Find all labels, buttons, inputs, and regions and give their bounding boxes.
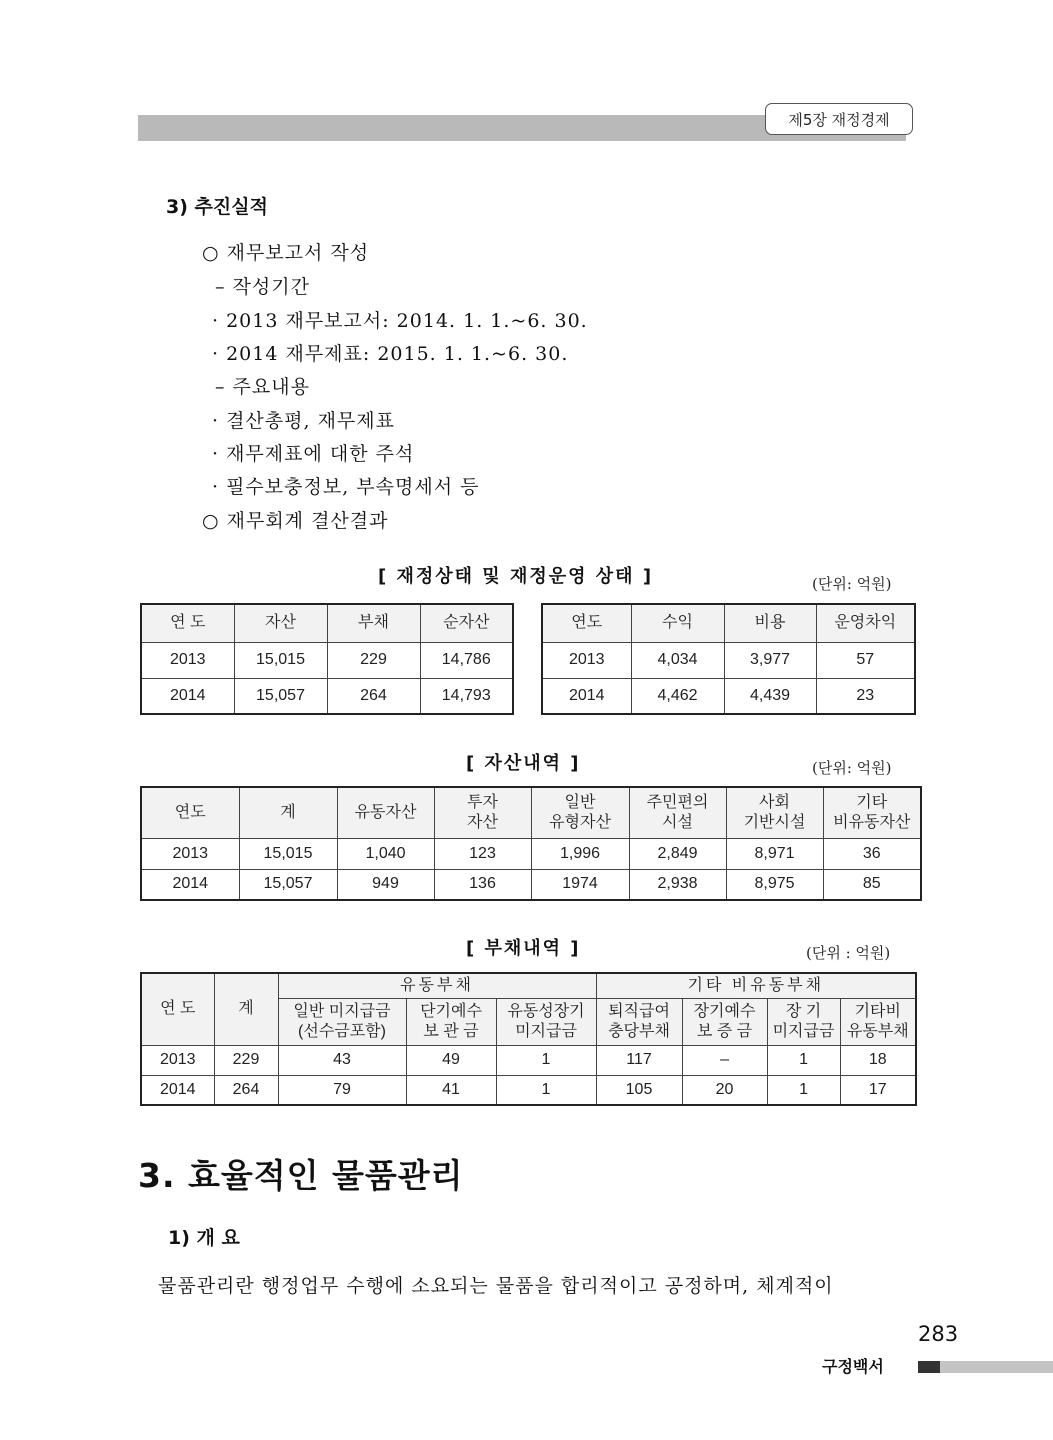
group-header-noncurrent: 기타 비유동부채 xyxy=(596,973,916,998)
table-header-cell: 연 도 xyxy=(141,604,234,642)
table-header-cell: 자산 xyxy=(234,604,327,642)
table-cell: 2014 xyxy=(141,678,234,714)
table-header-cell: 장기예수 보 증 금 xyxy=(682,998,767,1045)
table-cell: 18 xyxy=(840,1045,916,1075)
table-header-cell: 투자 자산 xyxy=(434,787,531,838)
table-cell: 2,849 xyxy=(629,838,726,869)
table-header-cell: 일반 미지급금 (선수금포함) xyxy=(278,998,406,1045)
dash-line: – 작성기간 xyxy=(215,276,310,298)
table-header-cell: 유동자산 xyxy=(337,787,434,838)
dot-line: · 2014 재무제표: 2015. 1. 1.~6. 30. xyxy=(212,343,569,365)
table-cell: 229 xyxy=(214,1045,278,1075)
dot-line: · 필수보충정보, 부속명세서 등 xyxy=(212,476,480,498)
asset-detail-table xyxy=(140,786,922,901)
table-cell: 1,996 xyxy=(531,838,629,869)
table-cell: 1 xyxy=(767,1045,840,1075)
table-cell: 117 xyxy=(596,1045,682,1075)
table-header-cell: 기타 비유동자산 xyxy=(823,787,921,838)
table-header-cell: 장 기 미지급금 xyxy=(767,998,840,1045)
table-cell: 49 xyxy=(406,1045,496,1075)
table-cell: 41 xyxy=(406,1075,496,1105)
subsection-title: 3) 추진실적 xyxy=(166,196,268,218)
table-header-cell: 연 도 xyxy=(141,973,214,1045)
table-row xyxy=(141,642,513,678)
paragraph-text: 물품관리란 행정업무 수행에 소요되는 물품을 합리적이고 공정하며, 체계적이 xyxy=(158,1275,834,1297)
table-cell: 264 xyxy=(327,678,420,714)
table-header-cell: 운영차익 xyxy=(816,604,915,642)
unit-label: (단위 : 억원) xyxy=(806,944,891,962)
table-row xyxy=(141,869,921,900)
subsection-title: 1) 개 요 xyxy=(168,1227,240,1249)
dash-line: – 주요내용 xyxy=(215,376,310,398)
table-row xyxy=(141,1045,916,1075)
financial-status-table xyxy=(140,603,514,715)
chapter-label: 제5장 재정경제 xyxy=(765,103,913,135)
book-title: 구정백서 xyxy=(822,1357,884,1376)
table-cell: 14,786 xyxy=(420,642,513,678)
table-header-cell: 순자산 xyxy=(420,604,513,642)
table-header-cell: 일반 유형자산 xyxy=(531,787,629,838)
table-cell: 2014 xyxy=(542,678,631,714)
table-row xyxy=(141,838,921,869)
table-header-cell: 연도 xyxy=(141,787,239,838)
table-header-cell: 비용 xyxy=(724,604,816,642)
dot-line: · 결산총평, 재무제표 xyxy=(212,410,395,432)
section-title: 3. 효율적인 물품관리 xyxy=(138,1156,464,1195)
footer-bar-light xyxy=(940,1361,1053,1373)
page-number: 283 xyxy=(918,1322,959,1346)
table-cell: 43 xyxy=(278,1045,406,1075)
table-cell: 1,040 xyxy=(337,838,434,869)
table-caption: [ 자산내역 ] xyxy=(466,753,581,774)
table-cell: 2014 xyxy=(141,869,239,900)
table-row xyxy=(542,678,915,714)
table-header-cell: 부채 xyxy=(327,604,420,642)
table-cell: 136 xyxy=(434,869,531,900)
table-row xyxy=(542,642,915,678)
table-cell: 4,462 xyxy=(631,678,724,714)
table-cell: 2013 xyxy=(141,838,239,869)
table-cell: 20 xyxy=(682,1075,767,1105)
table-cell: 8,975 xyxy=(726,869,823,900)
operating-status-table xyxy=(541,603,916,715)
table-cell: 79 xyxy=(278,1075,406,1105)
table-cell: 1974 xyxy=(531,869,629,900)
bullet-line: ○ 재무회계 결산결과 xyxy=(202,510,389,532)
table-cell: 1 xyxy=(496,1075,596,1105)
table-header-cell: 계 xyxy=(214,973,278,1045)
table-header-cell: 사회 기반시설 xyxy=(726,787,823,838)
table-cell: 85 xyxy=(823,869,921,900)
table-cell: 1 xyxy=(767,1075,840,1105)
table-cell: – xyxy=(682,1045,767,1075)
table-header-cell: 연도 xyxy=(542,604,631,642)
table-header-cell: 주민편의 시설 xyxy=(629,787,726,838)
table-cell: 57 xyxy=(816,642,915,678)
table-cell: 8,971 xyxy=(726,838,823,869)
table-cell: 17 xyxy=(840,1075,916,1105)
table-cell: 4,034 xyxy=(631,642,724,678)
table-row xyxy=(141,678,513,714)
dot-line: · 재무제표에 대한 주석 xyxy=(212,443,415,465)
footer-bar-dark xyxy=(918,1361,940,1373)
table-cell: 23 xyxy=(816,678,915,714)
table-header-cell: 수익 xyxy=(631,604,724,642)
table-cell: 14,793 xyxy=(420,678,513,714)
table-cell: 2014 xyxy=(141,1075,214,1105)
dot-line: · 2013 재무보고서: 2014. 1. 1.~6. 30. xyxy=(212,310,588,332)
table-cell: 15,057 xyxy=(239,869,337,900)
table-header-cell: 기타비 유동부채 xyxy=(840,998,916,1045)
table-cell: 949 xyxy=(337,869,434,900)
table-row xyxy=(141,1075,916,1105)
table-header-cell: 계 xyxy=(239,787,337,838)
table-cell: 2013 xyxy=(141,1045,214,1075)
table-cell: 15,015 xyxy=(239,838,337,869)
table-header-cell: 단기예수 보 관 금 xyxy=(406,998,496,1045)
table-cell: 2,938 xyxy=(629,869,726,900)
table-cell: 264 xyxy=(214,1075,278,1105)
unit-label: (단위: 억원) xyxy=(812,759,892,777)
table-cell: 2013 xyxy=(542,642,631,678)
group-header-current: 유동부채 xyxy=(278,973,596,998)
bullet-line: ○ 재무보고서 작성 xyxy=(202,242,370,264)
table-caption: [ 재정상태 및 재정운영 상태 ] xyxy=(378,566,654,587)
table-header-cell: 퇴직급여 충당부채 xyxy=(596,998,682,1045)
table-cell: 4,439 xyxy=(724,678,816,714)
table-header-cell: 유동성장기 미지급금 xyxy=(496,998,596,1045)
table-cell: 3,977 xyxy=(724,642,816,678)
liability-detail-table xyxy=(140,972,917,1106)
table-cell: 229 xyxy=(327,642,420,678)
table-cell: 123 xyxy=(434,838,531,869)
table-caption: [ 부채내역 ] xyxy=(466,938,581,959)
table-cell: 36 xyxy=(823,838,921,869)
table-cell: 105 xyxy=(596,1075,682,1105)
table-cell: 2013 xyxy=(141,642,234,678)
table-cell: 15,015 xyxy=(234,642,327,678)
unit-label: (단위: 억원) xyxy=(812,575,892,593)
table-cell: 1 xyxy=(496,1045,596,1075)
table-cell: 15,057 xyxy=(234,678,327,714)
